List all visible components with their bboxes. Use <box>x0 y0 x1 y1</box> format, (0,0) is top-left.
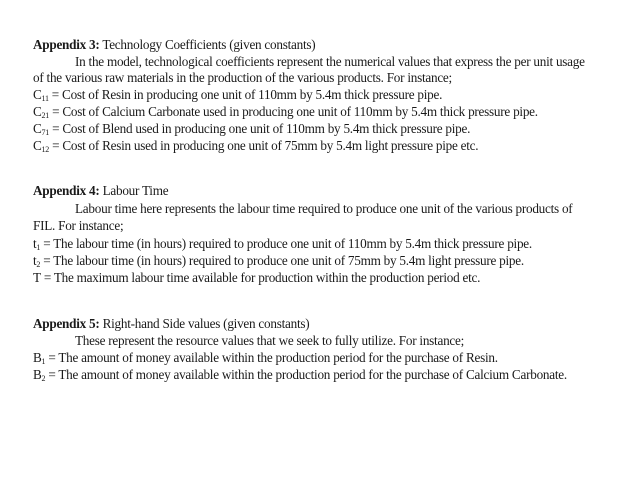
subscript: 11 <box>41 94 49 103</box>
symbol: C <box>33 138 42 153</box>
definition: = The amount of money available within the production period for the purchase of Resin. <box>45 350 498 365</box>
appendix-5-item <box>33 367 567 383</box>
subscript: 1 <box>41 357 46 366</box>
subscript: 2 <box>41 374 46 383</box>
appendix-3-title: Technology Coefficients (given constants) <box>99 37 316 52</box>
definition: = Cost of Resin used in producing one unit of 75mm by 5.4m light pressure pipe etc. <box>49 138 479 153</box>
appendix-4-label: Appendix 4: <box>33 183 100 198</box>
appendix-5-item <box>33 350 498 366</box>
definition: = The amount of money available within the production period for the purchase of Calcium Carbonate. <box>45 367 567 382</box>
appendix-5-heading <box>33 316 309 332</box>
appendix-3-label: Appendix 3: <box>33 37 100 52</box>
appendix-4-item <box>33 253 524 269</box>
definition: = Cost of Resin in producing one unit of 110mm by 5.4m thick pressure pipe. <box>48 87 443 102</box>
symbol: t <box>33 236 37 251</box>
appendix-5-title: Right-hand Side values (given constants) <box>99 316 310 331</box>
definition: = The labour time (in hours) required to produce one unit of 75mm by 5.4m light pressure pipe. <box>40 253 524 268</box>
appendix-3-item <box>33 87 442 103</box>
appendix-4-item <box>33 236 532 252</box>
symbol: T <box>33 270 41 285</box>
symbol: C <box>33 121 42 136</box>
symbol: B <box>33 350 42 365</box>
appendix-3-intro-line-2: of the various raw materials in the production of the various products. For instance; <box>33 70 452 85</box>
subscript: 1 <box>36 243 41 252</box>
subscript: 21 <box>41 111 50 120</box>
definition: = The labour time (in hours) required to produce one unit of 110mm by 5.4m thick pressure pipe. <box>40 236 532 251</box>
appendix-4-intro-line-1: Labour time here represents the labour time required to produce one unit of the various products of <box>75 201 573 216</box>
appendix-4-title: Labour Time <box>99 183 169 198</box>
subscript: 71 <box>41 128 50 137</box>
definition: = The maximum labour time available for production within the production period etc. <box>40 270 481 285</box>
appendix-5-intro-line-1: These represent the resource values that we seek to fully utilize. For instance; <box>75 333 465 348</box>
appendix-3-item <box>33 138 478 154</box>
appendix-5-label: Appendix 5: <box>33 316 100 331</box>
appendix-3-heading <box>33 37 315 53</box>
appendix-4-heading <box>33 183 168 199</box>
appendix-3-item <box>33 121 470 137</box>
appendix-3-intro-line-1: In the model, technological coefficients represent the numerical values that express the per unit usage <box>75 54 585 69</box>
definition: = Cost of Blend used in producing one unit of 110mm by 5.4m thick pressure pipe. <box>49 121 471 136</box>
appendix-3-item <box>33 104 538 120</box>
symbol: C <box>33 104 42 119</box>
subscript: 12 <box>41 145 50 154</box>
symbol: B <box>33 367 42 382</box>
appendix-4-intro-line-2: FIL. For instance; <box>33 218 124 233</box>
symbol: C <box>33 87 42 102</box>
appendix-4-item <box>33 270 480 286</box>
subscript: 2 <box>36 260 41 269</box>
definition: = Cost of Calcium Carbonate used in producing one unit of 110mm by 5.4m thick pressure pipe. <box>49 104 538 119</box>
symbol: t <box>33 253 37 268</box>
